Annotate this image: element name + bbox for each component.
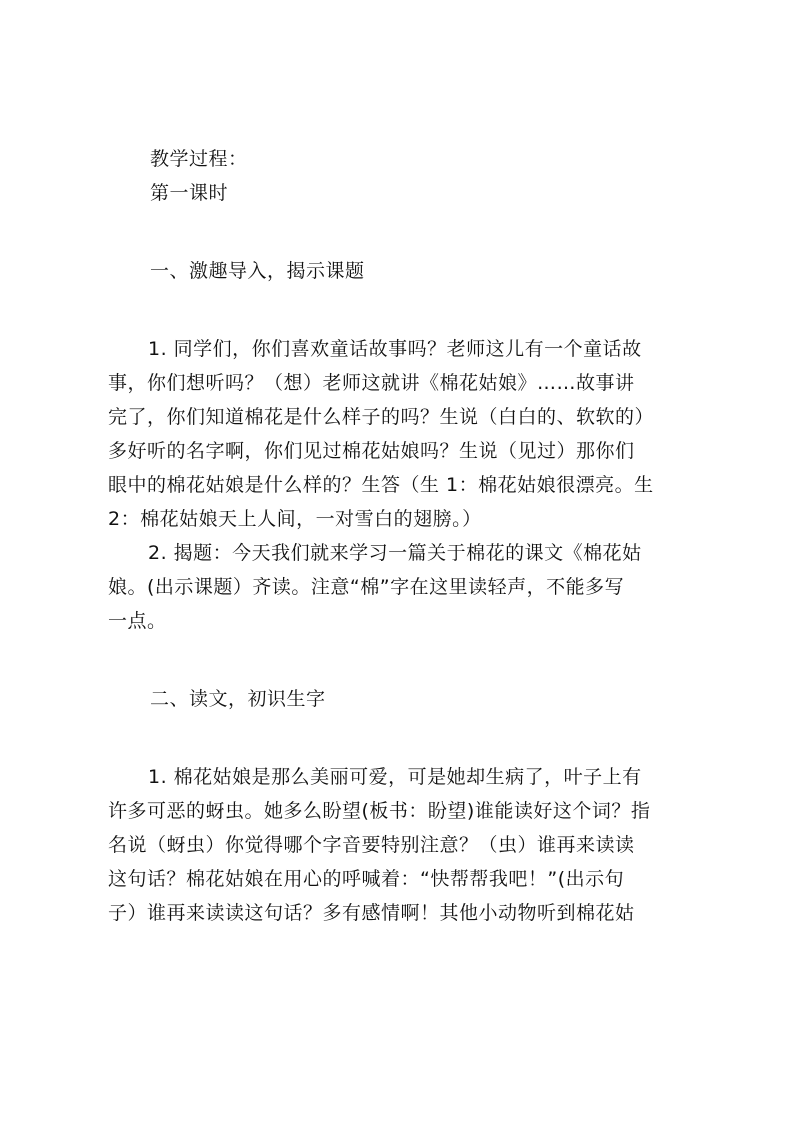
section1-paragraph-1: [108, 332, 690, 536]
paragraph-line: 多好听的名字啊，你们见过棉花姑娘吗？生说（见过）那你们: [108, 440, 635, 462]
paragraph-line: 子）谁再来读读这句话？多有感情啊！其他小动物听到棉花姑: [108, 902, 635, 924]
heading-first-lesson: 第一课时: [150, 182, 229, 204]
section2-title: 二、读文，初识生字: [150, 688, 326, 710]
paragraph-line: 1. 同学们，你们喜欢童话故事吗？老师这儿有一个童话故: [148, 338, 642, 360]
paragraph-line: 完了，你们知道棉花是什么样子的吗？生说（白白的、软软的）: [108, 406, 655, 428]
heading-teaching-process: 教学过程：: [150, 148, 248, 170]
spacer: [108, 716, 690, 760]
section2-paragraph-1: [108, 760, 690, 930]
section1-paragraph-2: [108, 536, 690, 638]
spacer: [108, 288, 690, 332]
paragraph-line: 1. 棉花姑娘是那么美丽可爱，可是她却生病了，叶子上有: [148, 766, 642, 788]
paragraph-line: 许多可恶的蚜虫。她多么盼望(板书：盼望)谁能读好这个词？指: [108, 800, 651, 822]
paragraph-line: 这句话？棉花姑娘在用心的呼喊着：“快帮帮我吧！”(出示句: [108, 868, 625, 890]
paragraph-line: 名说（蚜虫）你觉得哪个字音要特别注意？（虫）谁再来读读: [108, 834, 635, 856]
document-body: [108, 142, 690, 930]
paragraph-line: 一点。: [108, 610, 167, 632]
paragraph-line: 2：棉花姑娘天上人间，一对雪白的翅膀。）: [108, 508, 482, 530]
paragraph-line: 眼中的棉花姑娘是什么样的？生答（生 1：棉花姑娘很漂亮。生: [108, 474, 654, 496]
spacer: [108, 638, 690, 682]
paragraph-line: 娘。(出示课题）齐读。注意“棉”字在这里读轻声，不能多写: [108, 576, 625, 598]
section1-title: 一、激趣导入，揭示课题: [150, 260, 365, 282]
spacer: [108, 210, 690, 254]
paragraph-line: 事，你们想听吗？（想）老师这就讲《棉花姑娘》……故事讲: [108, 372, 635, 394]
paragraph-line: 2. 揭题：今天我们就来学习一篇关于棉花的课文《棉花姑: [148, 542, 642, 564]
